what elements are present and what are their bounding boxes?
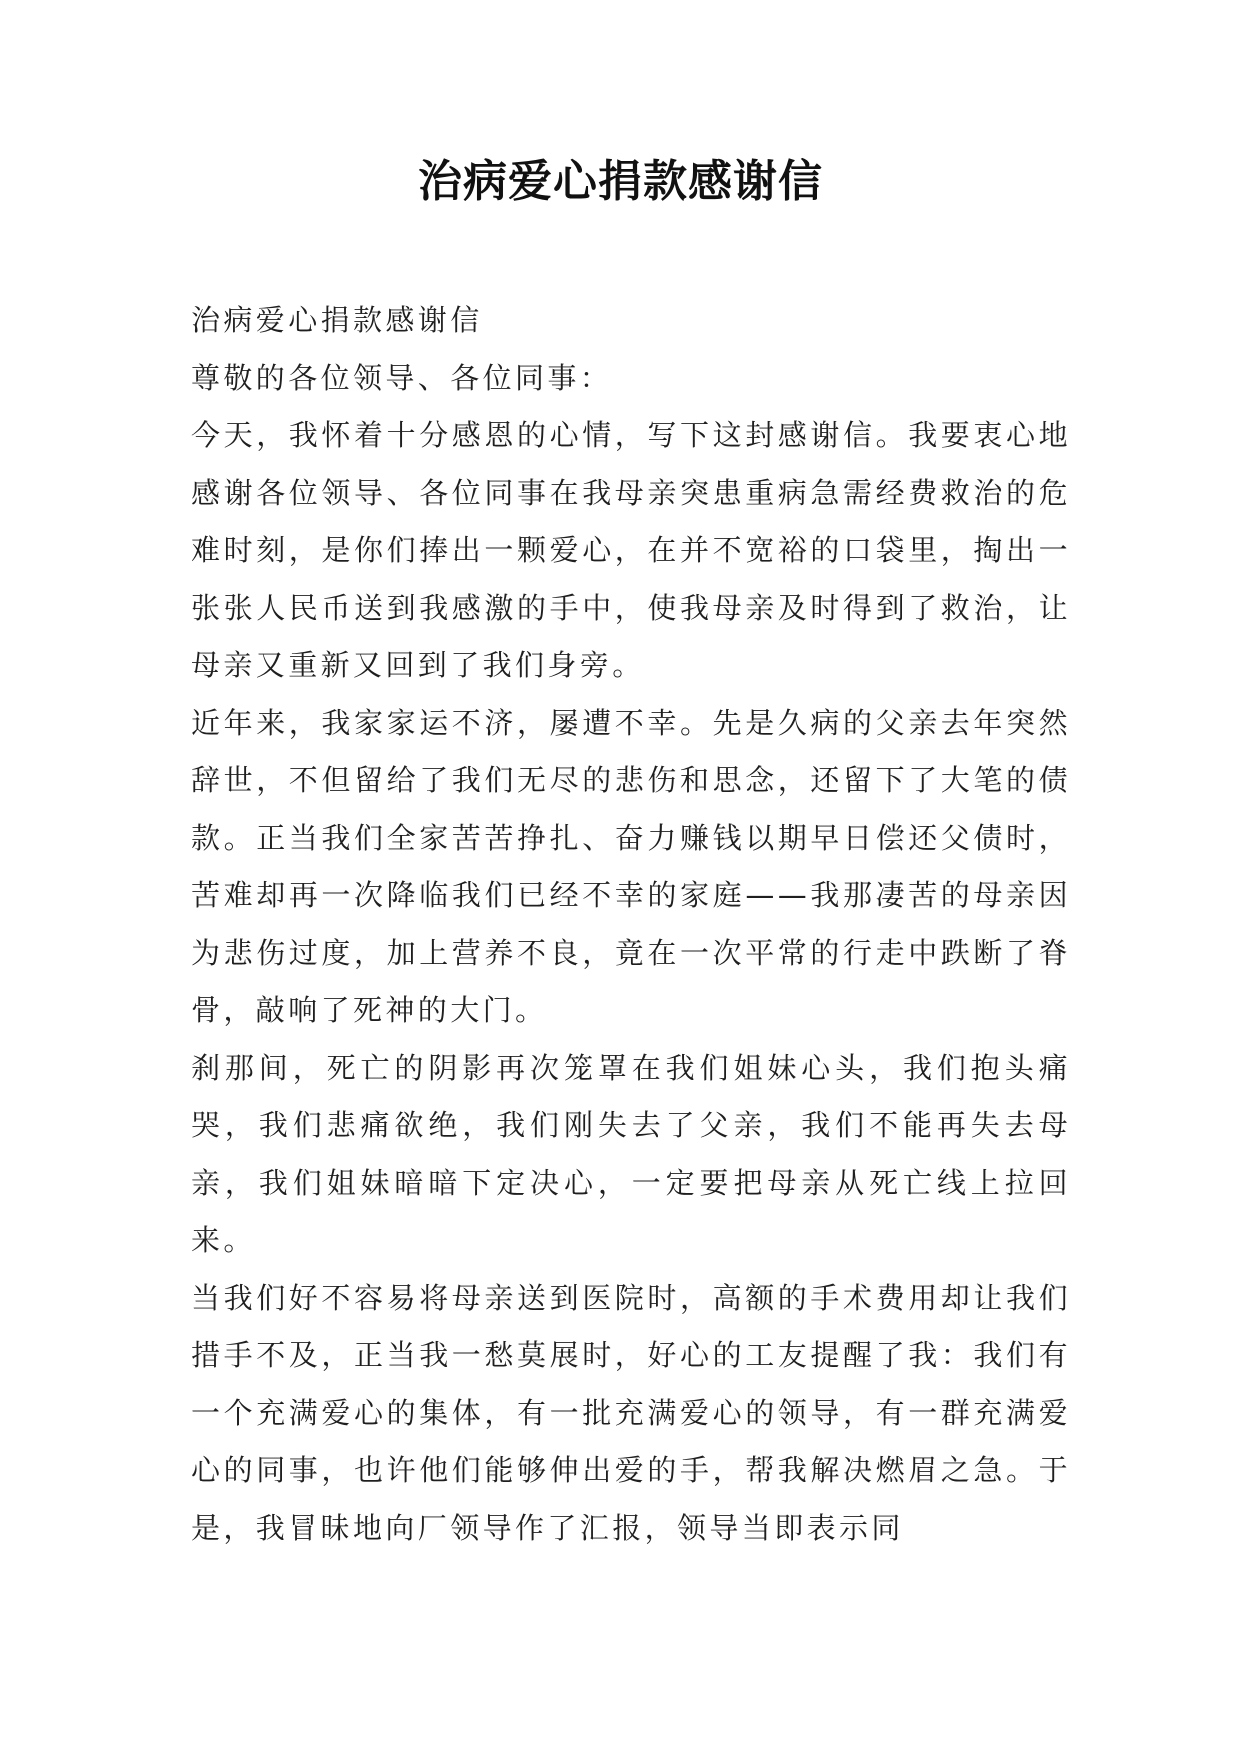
- paragraph-salutation: 尊敬的各位领导、各位同事：: [191, 360, 613, 395]
- paragraph: 刹那间，死亡的阴影再次笼罩在我们姐妹心头，我们抱头痛哭，我们悲痛欲绝，我们刚失去了父亲，我们不能再失去母亲，我们姐妹暗暗下定决心，一定要把母亲从死亡线上拉回来。: [191, 1050, 1071, 1257]
- paragraph-heading: 治病爱心捐款感谢信: [191, 303, 483, 337]
- paragraph: 近年来，我家家运不济，屡遭不幸。先是久病的父亲去年突然辞世，不但留给了我们无尽的悲伤和思念，还留下了大笔的债款。正当我们全家苦苦挣扎、奋力赚钱以期早日偿还父债时，苦难却再一次降临我们已经不幸的家庭——我那凄苦的母亲因为悲伤过度，加上营养不良，竟在一次平常的行走中跌断了脊骨，敲响了死神的大门。: [191, 705, 1071, 1027]
- paragraph: 今天，我怀着十分感恩的心情，写下这封感谢信。我要衷心地感谢各位领导、各位同事在我母亲突患重病急需经费救治的危难时刻，是你们捧出一颗爱心，在并不宽裕的口袋里，掏出一张张人民币送到我感激的手中，使我母亲及时得到了救治，让母亲又重新又回到了我们身旁。: [191, 418, 1071, 682]
- document-body: [191, 292, 1071, 1557]
- paragraph: 当我们好不容易将母亲送到医院时，高额的手术费用却让我们措手不及，正当我一愁莫展时，好心的工友提醒了我：我们有一个充满爱心的集体，有一批充满爱心的领导，有一群充满爱心的同事，也许他们能够伸出爱的手，帮我解决燃眉之急。于是，我冒昧地向厂领导作了汇报，领导当即表示同: [191, 1280, 1071, 1545]
- document-title: 治病爱心捐款感谢信: [418, 156, 823, 207]
